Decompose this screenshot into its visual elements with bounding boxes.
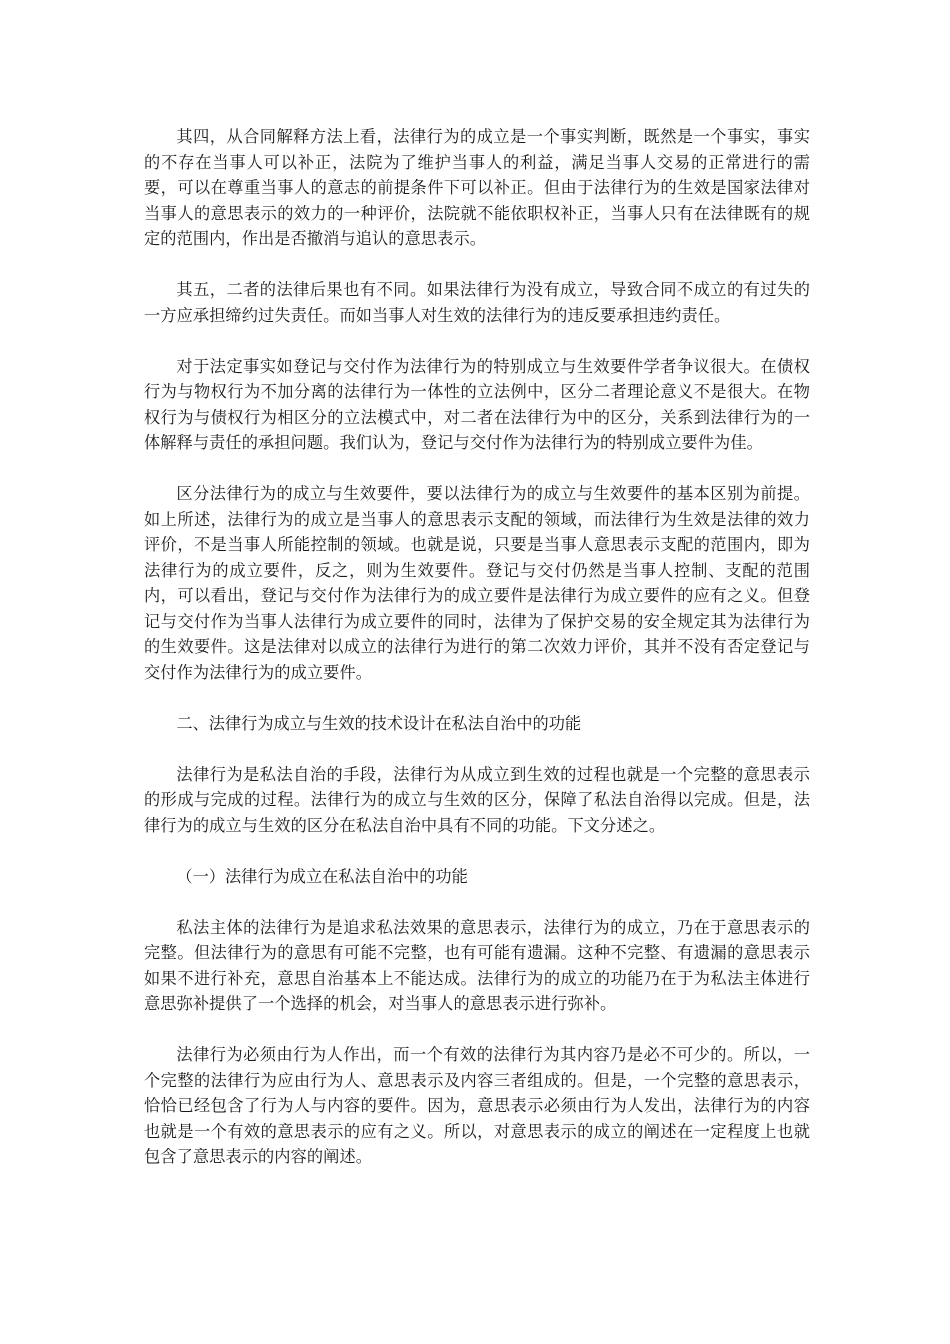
paragraph-fourth-point: 其四，从合同解释方法上看，法律行为的成立是一个事实判断，既然是一个事实，事实的不存在当事人可以补正，法院为了维护当事人的利益，满足当事人交易的正常进行的需要，可以在尊重当事人的意志的前提条件下可以补正。但由于法律行为的生效是国家法律对当事人的意思表示的效力的一种评价，法院就不能依职权补正，当事人只有在法律既有的规定的范围内，作出是否撤消与追认的意思表示。 [144,127,810,248]
paragraph-spacer [144,252,810,278]
paragraph-spacer [144,889,810,915]
subsection-heading-1: （一）法律行为成立在私法自治中的功能 [176,866,468,886]
paragraph-spacer [144,838,810,864]
paragraph-distinguish-requirements: 区分法律行为的成立与生效要件，要以法律行为的成立与生效要件的基本区别为前提。如上所述，法律行为的成立是当事人的意思表示支配的领域，而法律行为生效是法律的效力评价，不是当事人所能控制的领域。也就是说，只要是当事人意思表示支配的范围内，即为法律行为的成立要件，反之，则为生效要件。登记与交付仍然是当事人控制、支配的范围内，可以看出，登记与交付作为法律行为的成立要件是法律行为成立要件的应有之义。但登记与交付作为当事人法律行为成立要件的同时，法律为了保护交易的安全规定其为法律行为的生效要件。这是法律对以成立的法律行为进行的第二次效力评价，其并不没有否定登记与交付作为法律行为的成立要件。 [144,484,810,682]
section-heading-2: 二、法律行为成立与生效的技术设计在私法自治中的功能 [176,713,582,733]
paragraph-intent-completeness: 私法主体的法律行为是追求私法效果的意思表示，法律行为的成立，乃在于意思表示的完整。但法律行为的意思有可能不完整，也有可能有遗漏。这种不完整、有遗漏的意思表示如果不进行补充，意思自治基本上不能达成。法律行为的成立的功能乃在于为私法主体进行意思弥补提供了一个选择的机会，对当事人的意思表示进行弥补。 [144,917,810,1013]
paragraph-spacer [144,736,810,762]
document-page [144,124,810,1170]
paragraph-spacer [144,1017,810,1043]
paragraph-private-autonomy: 法律行为是私法自治的手段，法律行为从成立到生效的过程也就是一个完整的意思表示的形成与完成的过程。法律行为的成立与生效的区分，保障了私法自治得以完成。但是，法律行为的成立与生效的区分在私法自治中具有不同的功能。下文分述之。 [144,764,810,835]
paragraph-spacer [144,685,810,711]
paragraph-spacer [144,456,810,482]
paragraph-registration-delivery: 对于法定事实如登记与交付作为法律行为的特别成立与生效要件学者争议很大。在债权行为与物权行为不加分离的法律行为一体性的立法例中，区分二者理论意义不是很大。在物权行为与债权行为相区分的立法模式中，对二者在法律行为中的区分，关系到法律行为的一体解释与责任的承担问题。我们认为，登记与交付作为法律行为的特别成立要件为佳。 [144,356,810,452]
paragraph-spacer [144,328,810,354]
paragraph-fifth-point: 其五，二者的法律后果也有不同。如果法律行为没有成立，导致合同不成立的有过失的一方应承担缔约过失责任。而如当事人对生效的法律行为的违反要承担违约责任。 [144,280,810,325]
paragraph-actor-content: 法律行为必须由行为人作出，而一个有效的法律行为其内容乃是必不可少的。所以，一个完整的法律行为应由行为人、意思表示及内容三者组成的。但是，一个完整的意思表示，恰恰已经包含了行为人与内容的要件。因为，意思表示必须由行为人发出，法律行为的内容也就是一个有效的意思表示的应有之义。所以，对意思表示的成立的阐述在一定程度上也就包含了意思表示的内容的阐述。 [144,1045,810,1166]
